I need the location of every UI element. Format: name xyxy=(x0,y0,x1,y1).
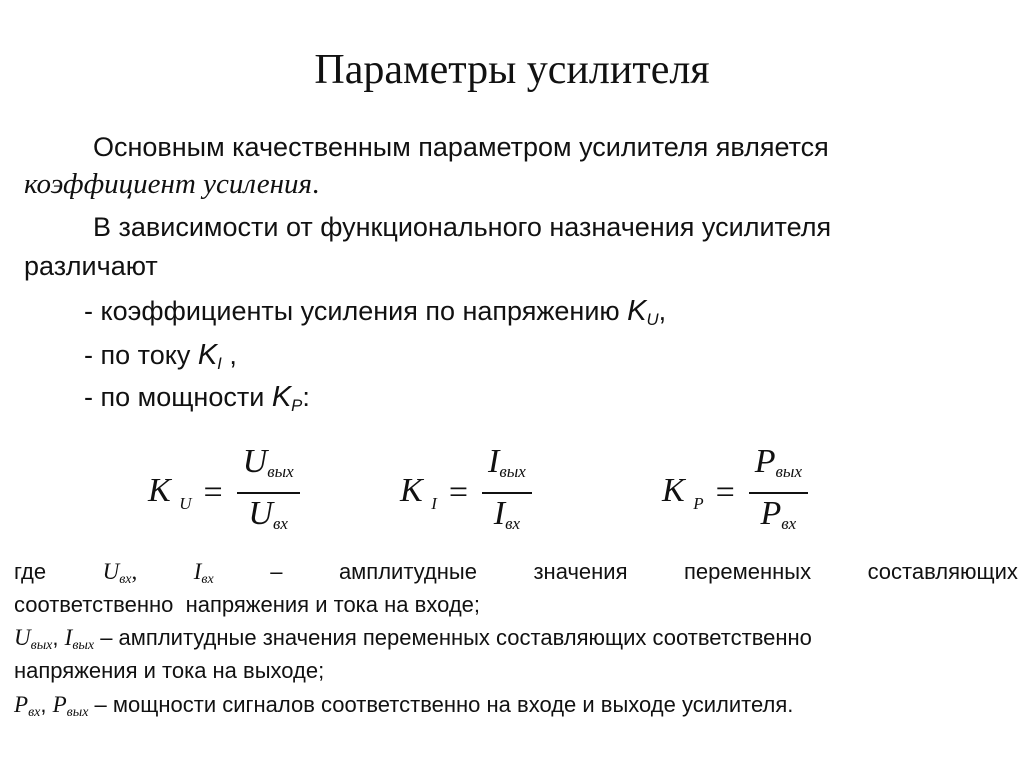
fraction: $\frac{\text{Iвых}}{\text{Iвх}}$ xyxy=(482,442,532,544)
list-item-current: - по току $K_I$ , xyxy=(84,339,237,374)
where-line-4: напряжения и тока на выходе; xyxy=(14,658,325,683)
where-line-1: где $U_{вх}$, $I_{вх}$ – амплитудные значения переменных составляющих xyxy=(14,559,1018,588)
formula-ku: K $_U$ = $\frac{\text{Uвых}}{\text{Uвх}}$ xyxy=(148,442,300,544)
intro-line-2: коэффициент усиления. xyxy=(24,168,320,200)
ki-symbol: K xyxy=(197,339,218,371)
where-line-3: $U_{вых}$, $I_{вых}$ – амплитудные значения переменных составляющих соответственно xyxy=(14,625,812,654)
gain-term: коэффициент усиления xyxy=(24,168,312,200)
page-title: Параметры усилителя xyxy=(314,47,710,93)
fraction: $\frac{\text{Pвых}}{\text{Pвх}}$ xyxy=(749,442,808,544)
where-line-2: соответственно напряжения и тока на входе; xyxy=(14,592,481,617)
ku-symbol: K xyxy=(627,295,647,327)
formula-ki: K $_I$ = $\frac{\text{Iвых}}{\text{Iвх}}$ xyxy=(400,442,532,544)
list-item-voltage: - коэффициенты усиления по напряжению $K_U$, xyxy=(84,295,667,330)
list-item-power: - по мощности $K_P$: xyxy=(84,381,310,416)
kp-symbol: K xyxy=(271,381,292,413)
intro-line-1: Основным качественным параметром усилителя является xyxy=(93,132,829,162)
where-line-5: $P_{вх}$, $P_{вых}$ – мощности сигналов соответственно на входе и выходе усилителя. xyxy=(14,692,794,721)
fraction: $\frac{\text{Uвых}}{\text{Uвх}}$ xyxy=(237,442,300,544)
intro-line-3: В зависимости от функционального назначения усилителя xyxy=(93,212,832,242)
intro-line-4: различают xyxy=(24,251,158,281)
formula-kp: K $_P$ = $\frac{\text{Pвых}}{\text{Pвх}}$ xyxy=(662,442,808,544)
